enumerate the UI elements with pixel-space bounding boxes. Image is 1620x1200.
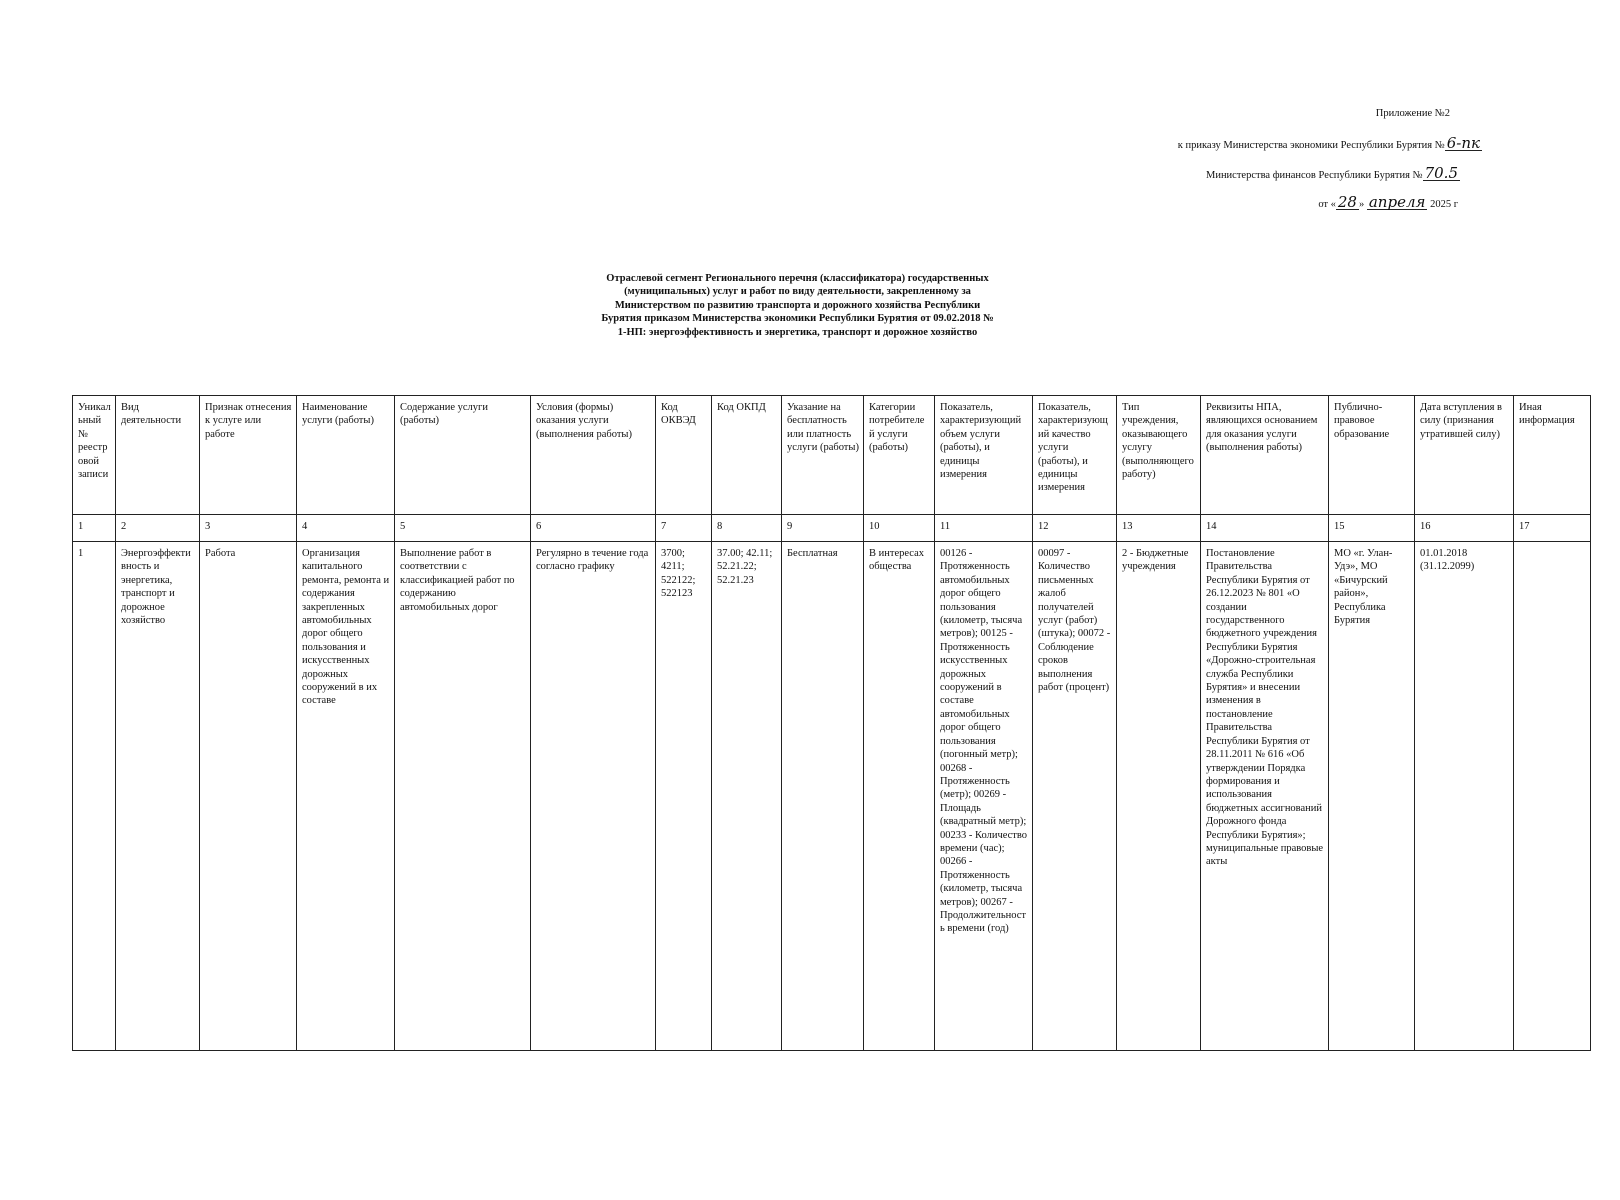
col-header: Дата вступления в силу (признания утратившей силу)	[1415, 396, 1514, 515]
cell-service-name: Организация капитального ремонта, ремонта и содержания закрепленных автомобильных дорог общего пользования и искусственных дорожных сооружений в их составе	[297, 542, 395, 1051]
cell-okved: 3700; 4211; 522122; 522123	[656, 542, 712, 1051]
col-header: Показатель, характеризующий объем услуги (работы), и единицы измерения	[935, 396, 1033, 515]
col-header: Показатель, характеризующий качество услуги (работы), и единицы измерения	[1033, 396, 1117, 515]
col-header: Уникальный № реестровой записи	[73, 396, 116, 515]
cell-conditions: Регулярно в течение года согласно графику	[531, 542, 656, 1051]
col-header: Код ОКВЭД	[656, 396, 712, 515]
col-number: 1	[73, 515, 116, 542]
date-prefix: от «	[1318, 199, 1336, 210]
handwritten-day: 28	[1337, 193, 1357, 211]
cell-public-entity: МО «г. Улан-Удэ», МО «Бичурский район», Республика Бурятия	[1329, 542, 1415, 1051]
handwritten-month: апреля	[1368, 193, 1426, 211]
col-number: 6	[531, 515, 656, 542]
col-header: Категории потребителей услуги (работы)	[864, 396, 935, 515]
col-header: Реквизиты НПА, являющихся основанием для оказания услуги (выполнения работы)	[1201, 396, 1329, 515]
cell-consumers: В интересах общества	[864, 542, 935, 1051]
cell-quality-indicator: 00097 - Количество письменных жалоб получателей услуг (работ) (штука); 00072 - Соблюдение сроков выполнения работ (процент)	[1033, 542, 1117, 1051]
cell-type: Работа	[200, 542, 297, 1051]
handwritten-finance-number: 70.5	[1424, 164, 1458, 182]
cell-payment: Бесплатная	[782, 542, 864, 1051]
col-number: 13	[1117, 515, 1201, 542]
cell-okpd: 37.00; 42.11; 52.21.22; 52.21.23	[712, 542, 782, 1051]
col-header: Условия (формы) оказания услуги (выполнения работы)	[531, 396, 656, 515]
cell-effective-date: 01.01.2018 (31.12.2099)	[1415, 542, 1514, 1051]
col-number: 9	[782, 515, 864, 542]
col-header: Код ОКПД	[712, 396, 782, 515]
col-header: Тип учреждения, оказывающего услугу (выполняющего работу)	[1117, 396, 1201, 515]
cell-activity: Энергоэффективность и энергетика, транспорт и дорожное хозяйство	[116, 542, 200, 1051]
order-date-line	[1318, 193, 1458, 211]
col-header: Наименование услуги (работы)	[297, 396, 395, 515]
cell-other-info	[1514, 542, 1591, 1051]
order-line-economy	[1177, 134, 1482, 152]
col-number: 7	[656, 515, 712, 542]
order-line-finance	[1205, 164, 1460, 182]
cell-record-id: 1	[73, 542, 116, 1051]
cell-institution-type: 2 - Бюджетные учреждения	[1117, 542, 1201, 1051]
cell-legal-basis: Постановление Правительства Республики Бурятия от 26.12.2023 № 801 «О создании государственного бюджетного учреждения Республики Бурятия «Дорожно-строительная служба Республики Бурятия» и внесении изменения в постановление Правительства Республики Бурятия от 28.11.2011 № 616 «Об утверждении Порядка формирования и использования бюджетных ассигнований Дорожного фонда Республики Бурятия»; муниципальные правовые акты	[1201, 542, 1329, 1051]
col-header: Содержание услуги (работы)	[395, 396, 531, 515]
col-number: 12	[1033, 515, 1117, 542]
date-quote: »	[1358, 199, 1365, 210]
document-title: Отраслевой сегмент Регионального перечня (классификатора) государственных (муниципальных) услуг и работ по виду деятельности, закрепленному за Министерством по развитию транспорта и дорожного хозяйства Республики Бурятия приказом Министерства экономики Республики Бурятия от 09.02.2018 № 1-НП: энергоэффективность и энергетика, транспорт и дорожное хозяйство	[601, 273, 994, 338]
col-number: 4	[297, 515, 395, 542]
col-number: 16	[1415, 515, 1514, 542]
col-header: Иная информация	[1514, 396, 1591, 515]
col-header: Признак отнесения к услуге или работе	[200, 396, 297, 515]
column-number-row	[73, 515, 1591, 542]
col-header: Вид деятельности	[116, 396, 200, 515]
col-number: 14	[1201, 515, 1329, 542]
table-row	[73, 542, 1591, 1051]
registry-table	[72, 395, 1591, 1051]
cell-volume-indicator: 00126 - Протяженность автомобильных дорог общего пользования (километр, тысяча метров); 00125 - Протяженность искусственных дорожных сооружений в составе автомобильных дорог общего пользования (погонный метр); 00268 - Протяженность (метр); 00269 - Площадь (квадратный метр); 00233 - Количество времени (час); 00266 - Протяженность (километр, тысяча метров); 00267 - Продолжительность времени (год)	[935, 542, 1033, 1051]
date-year: 2025 г	[1430, 199, 1458, 210]
col-number: 17	[1514, 515, 1591, 542]
table-header-row	[73, 396, 1591, 515]
col-number: 3	[200, 515, 297, 542]
col-number: 5	[395, 515, 531, 542]
handwritten-order-number: 6-пк	[1446, 134, 1480, 152]
appendix-label: Приложение №2	[1375, 108, 1450, 119]
order-line-economy-text: к приказу Министерства экономики Республики Бурятия №	[1177, 140, 1445, 151]
col-number: 15	[1329, 515, 1415, 542]
col-number: 2	[116, 515, 200, 542]
col-number: 10	[864, 515, 935, 542]
cell-service-content: Выполнение работ в соответствии с классификацией работ по содержанию автомобильных дорог	[395, 542, 531, 1051]
order-line-finance-text: Министерства финансов Республики Бурятия №	[1205, 170, 1423, 181]
col-number: 8	[712, 515, 782, 542]
col-header: Публично-правовое образование	[1329, 396, 1415, 515]
col-number: 11	[935, 515, 1033, 542]
col-header: Указание на бесплатность или платность услуги (работы)	[782, 396, 864, 515]
